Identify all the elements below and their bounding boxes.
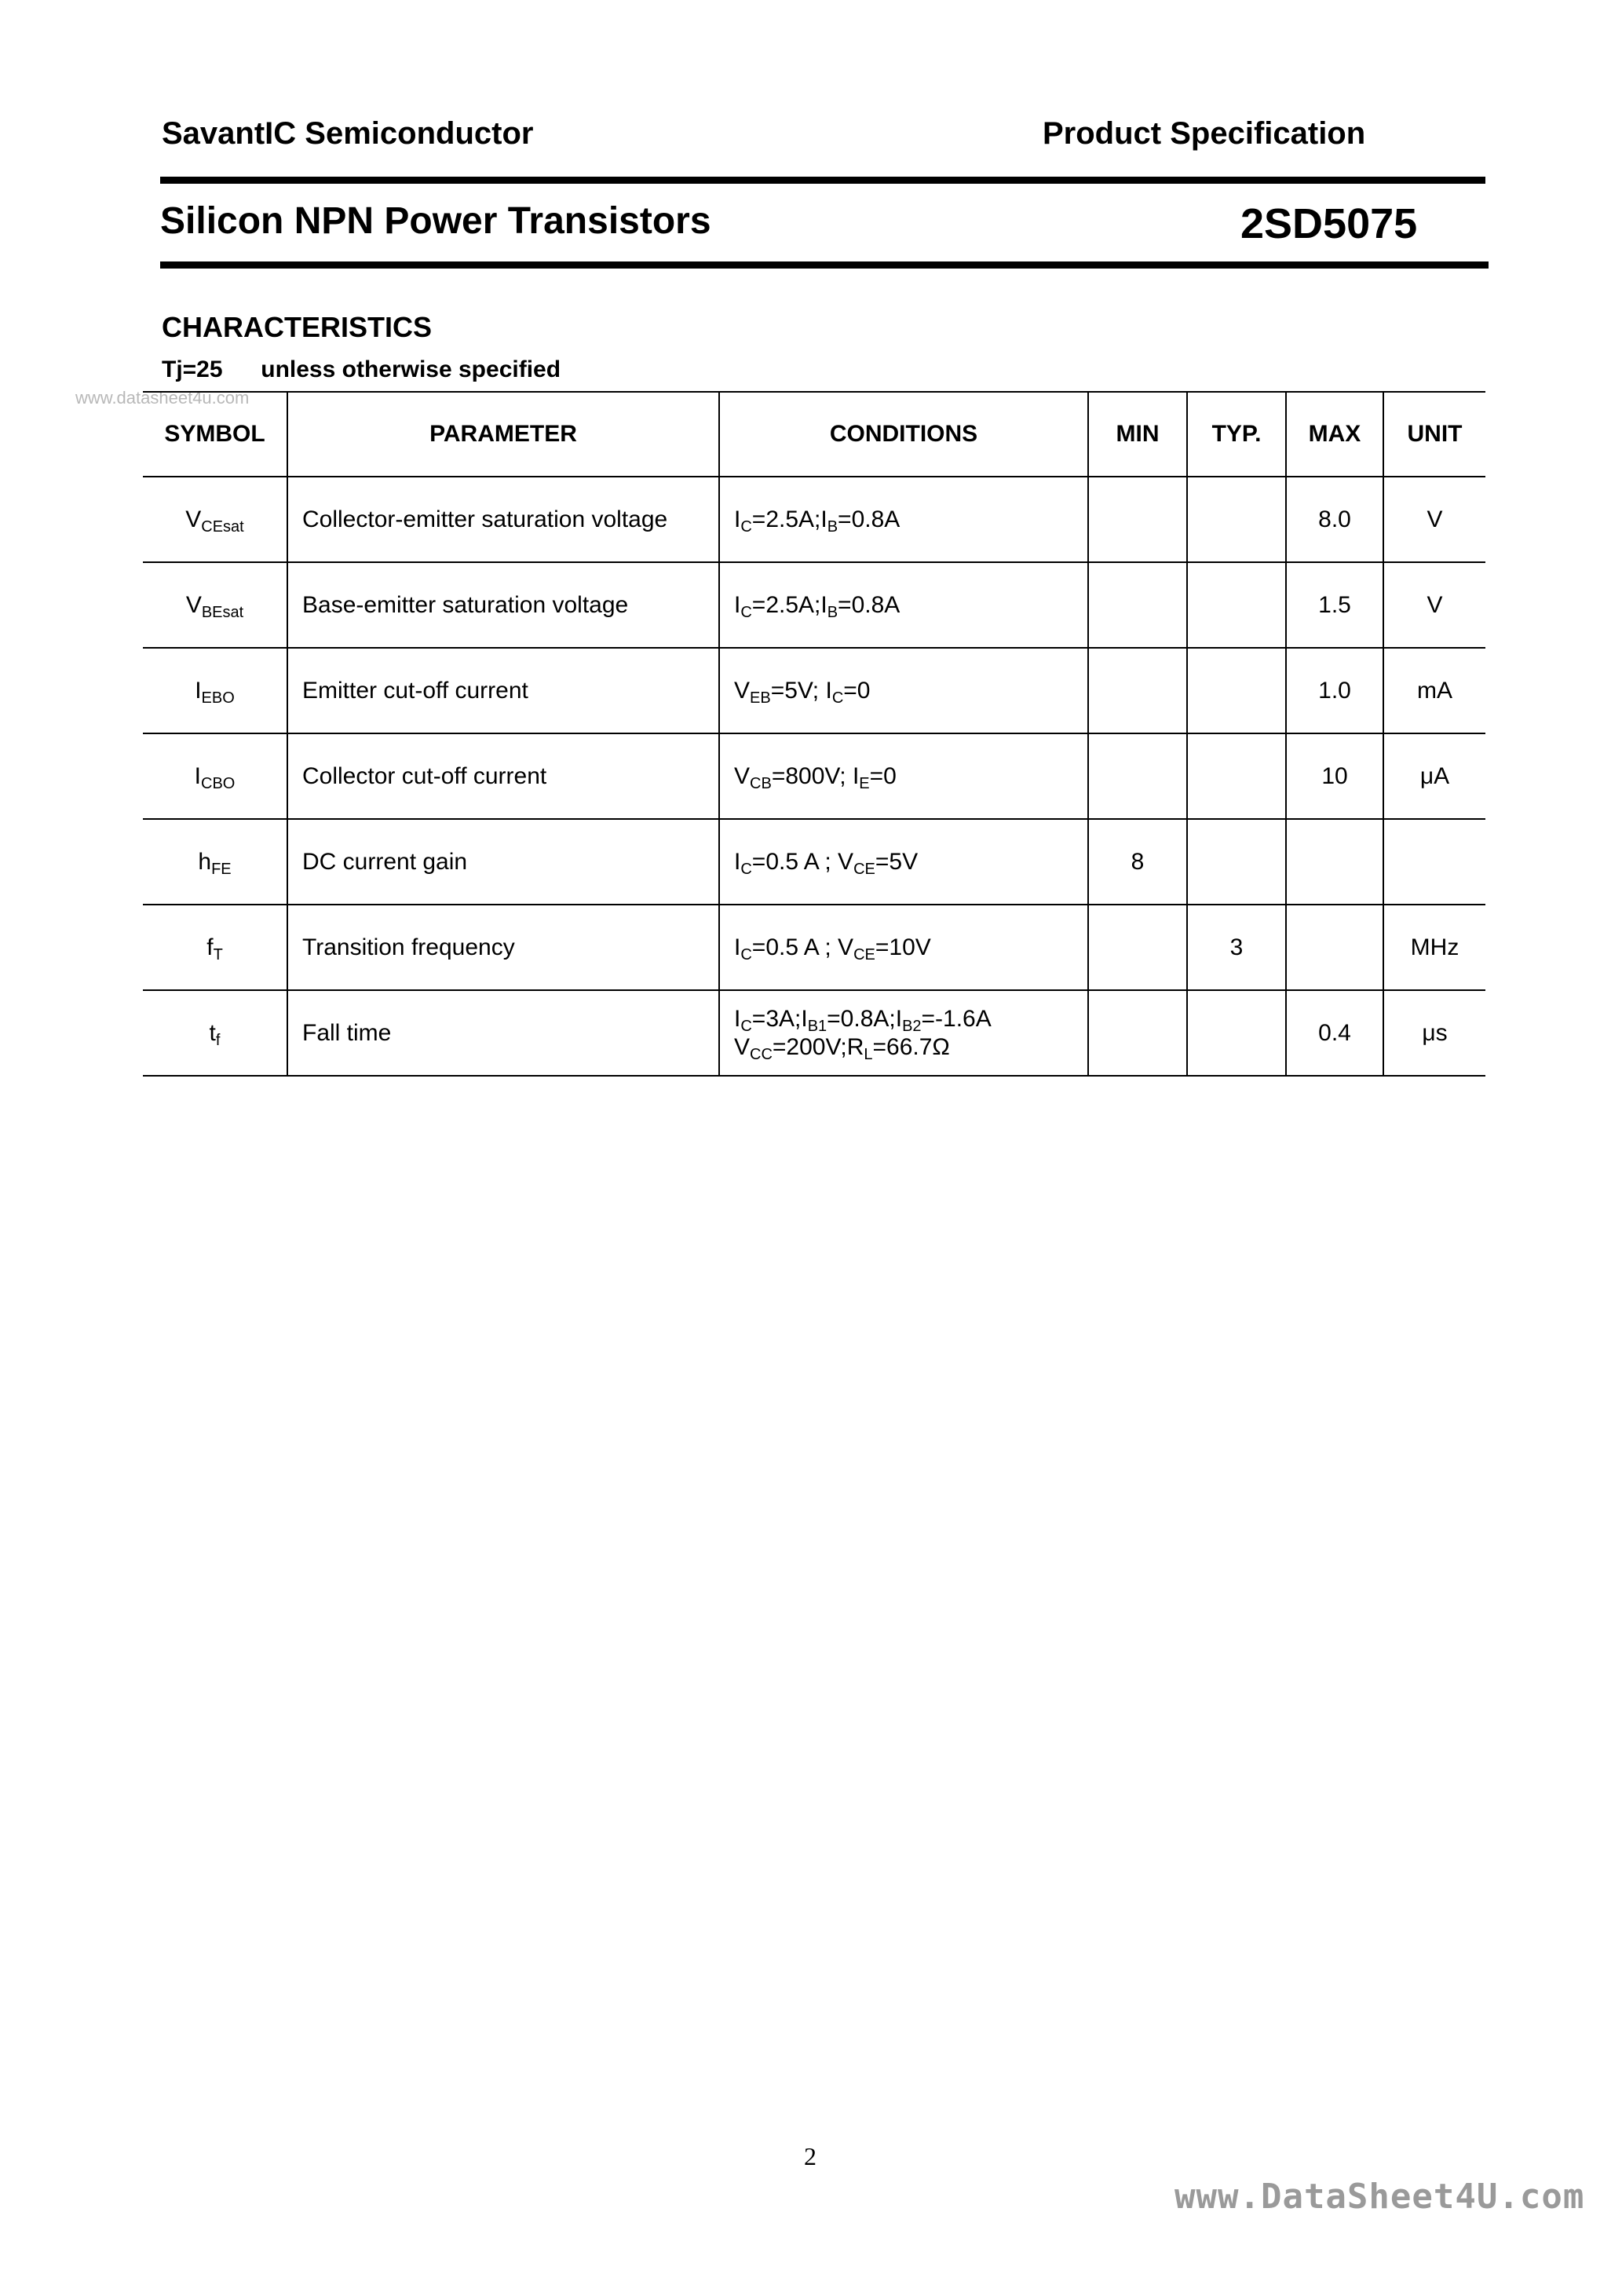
table-header-row [143,392,1485,477]
company-name: SavantIC Semiconductor [162,116,534,151]
document-type: Product Specification [1043,116,1366,151]
cell-min [1088,733,1187,819]
table-row [143,648,1485,733]
junction-temperature: Tj=25 [162,356,223,382]
cell-symbol: $I_{EBO}$ [143,648,287,733]
cell-typ [1187,648,1286,733]
cell-typ [1187,477,1286,562]
header-rule-bottom [160,261,1489,269]
table-row [143,477,1485,562]
header-conditions: CONDITIONS [719,392,1088,477]
table-row [143,905,1485,990]
cell-parameter: Fall time [287,990,719,1076]
cell-max [1286,819,1383,905]
cell-symbol: $h_{FE}$ [143,819,287,905]
cell-unit: V [1383,477,1485,562]
page-number: 2 [804,2142,816,2170]
cell-conditions: $V_{EB}=5V$; $I_C=0$ [719,648,1088,733]
header-typ: TYP. [1187,392,1286,477]
cell-unit: μA [1383,733,1485,819]
cell-conditions: $I_C=2.5A;I_B=0.8A$ [719,562,1088,648]
cell-unit [1383,819,1485,905]
cell-max: 10 [1286,733,1383,819]
cell-conditions: $I_C=3A;I_{B1}=0.8A;I_{B2}=-1.6A$ $V_{CC}=200V;R_L=66.7\Omega$ [719,990,1088,1076]
cell-max [1286,905,1383,990]
cell-conditions: $I_C=0.5$ A ; $V_{CE}=10V$ [719,905,1088,990]
cell-parameter: Emitter cut-off current [287,648,719,733]
cell-min [1088,905,1187,990]
cell-unit: mA [1383,648,1485,733]
cell-min [1088,562,1187,648]
cell-unit: MHz [1383,905,1485,990]
cell-symbol: $f_T$ [143,905,287,990]
cell-max: 1.0 [1286,648,1383,733]
footer-watermark: www.DataSheet4U.com [1174,2177,1585,2217]
cell-min: 8 [1088,819,1187,905]
watermark-top: www.datasheet4u.com [75,388,250,408]
section-title: CHARACTERISTICS [162,311,433,343]
cell-conditions: $I_C=2.5A;I_B=0.8A$ [719,477,1088,562]
cell-parameter: Collector-emitter saturation voltage [287,477,719,562]
cell-min [1088,648,1187,733]
cell-typ [1187,819,1286,905]
cell-max: 8.0 [1286,477,1383,562]
product-title: Silicon NPN Power Transistors [160,200,711,242]
table-row [143,562,1485,648]
header-parameter: PARAMETER [287,392,719,477]
cell-typ [1187,562,1286,648]
cell-max: 1.5 [1286,562,1383,648]
characteristics-table [143,391,1485,1077]
cell-parameter: DC current gain [287,819,719,905]
cell-max: 0.4 [1286,990,1383,1076]
cell-unit: V [1383,562,1485,648]
header-min: MIN [1088,392,1187,477]
header-unit: UNIT [1383,392,1485,477]
cell-typ [1187,733,1286,819]
table-row [143,990,1485,1076]
cell-conditions: $I_C=0.5$ A ; $V_{CE}=5V$ [719,819,1088,905]
header-symbol: SYMBOL [143,392,287,477]
cell-min [1088,990,1187,1076]
cell-parameter: Base-emitter saturation voltage [287,562,719,648]
part-number: 2SD5075 [1240,200,1418,247]
header-max: MAX [1286,392,1383,477]
cell-symbol: $V_{BEsat}$ [143,562,287,648]
cell-symbol: $I_{CBO}$ [143,733,287,819]
cell-typ [1187,990,1286,1076]
header-rule-top [160,177,1485,184]
cell-parameter: Transition frequency [287,905,719,990]
cell-typ: 3 [1187,905,1286,990]
cell-symbol: $t_f$ [143,990,287,1076]
test-condition [162,356,561,383]
cell-parameter: Collector cut-off current [287,733,719,819]
cell-conditions: $V_{CB}=800V$; $I_E=0$ [719,733,1088,819]
cell-unit: μs [1383,990,1485,1076]
condition-note: unless otherwise specified [261,356,561,382]
table-row [143,819,1485,905]
table-row [143,733,1485,819]
cell-min [1088,477,1187,562]
cell-symbol: $V_{CEsat}$ [143,477,287,562]
